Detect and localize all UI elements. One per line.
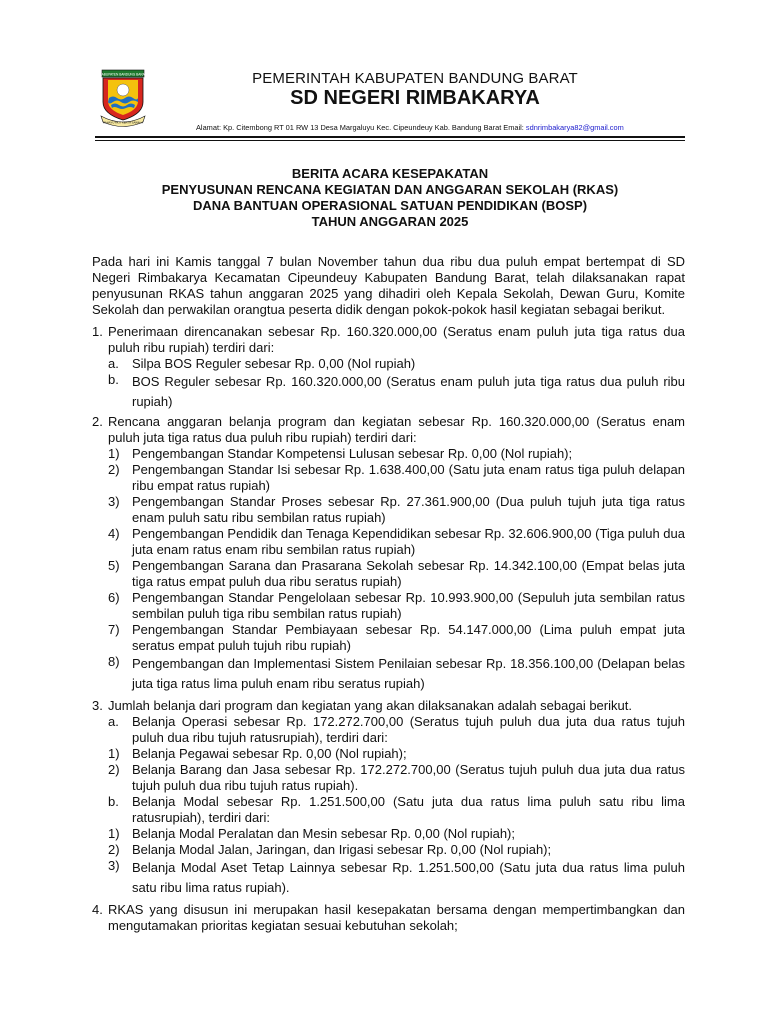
document-title [92,166,688,230]
sub-list-item [92,654,685,694]
list-item-4 [92,902,685,934]
sub-item-number: 1) [108,746,120,761]
item-text: RKAS yang disusun ini merupakan hasil kesepakatan bersama dengan mempertimbangkan dan mengutamakan prioritas kegiatan sesuai kebutuhan sekolah; [108,902,685,933]
sub-item-text: Pengembangan Standar Proses sebesar Rp. 27.361.900,00 (Dua puluh tujuh juta tiga ratus enam puluh satu ribu sembilan ratus rupiah) [132,494,685,525]
sub-list-item [92,762,685,794]
header-rule-thin [95,140,685,141]
list-item [92,324,685,356]
item-letter: b. [108,372,119,387]
school-name: SD NEGERI RIMBAKARYA [290,87,540,109]
list-item-3 [92,698,685,898]
item-number: 2. [92,414,103,429]
sub-list-item [92,858,685,898]
item-text: Rencana anggaran belanja program dan kegiatan sebesar Rp. 160.320.000,00 (Seratus enam puluh juta tiga ratus dua puluh ribu rupiah) terdiri dari: [108,414,685,445]
sub-item-text: Belanja Barang dan Jasa sebesar Rp. 172.272.700,00 (Seratus tujuh puluh dua juta dua ratus tujuh puluh dua ribu tujuh ratus rupiah). [132,762,685,793]
sub-list-item [92,446,685,462]
sub-item-text: Pengembangan dan Implementasi Sistem Penilaian sebesar Rp. 18.356.100,00 (Delapan belas juta tiga ratus lima puluh enam ribu seratus rupiah) [132,656,685,691]
sub-item-text: Belanja Modal Aset Tetap Lainnya sebesar Rp. 1.251.500,00 (Satu juta dua ratus lima puluh satu ribu lima ratus rupiah). [132,860,685,895]
school-address [196,123,716,132]
kabupaten-bandung-barat-logo [99,68,147,128]
item-text: Belanja Modal sebesar Rp. 1.251.500,00 (Satu juta dua ratus lima puluh satu ribu lima ratusrupiah), terdiri dari: [132,794,685,825]
sub-list-item [92,622,685,654]
sub-item-text: Belanja Pegawai sebesar Rp. 0,00 (Nol rupiah); [132,746,407,761]
sub-item-number: 2) [108,762,120,777]
sub-list-item [92,462,685,494]
sub-item-text: Pengembangan Standar Isi sebesar Rp. 1.638.400,00 (Satu juta enam ratus tiga puluh delapan ribu empat ratus rupiah) [132,462,685,493]
item3a-sublist [92,746,685,794]
sub-list-item [92,558,685,590]
sub-item-text: Belanja Modal Peralatan dan Mesin sebesar Rp. 0,00 (Nol rupiah); [132,826,515,841]
header-rule-thick [95,136,685,138]
item-text: BOS Reguler sebesar Rp. 160.320.000,00 (Seratus enam puluh juta tiga ratus dua puluh ribu rupiah) [132,374,685,409]
sub-item-text: Pengembangan Standar Kompetensi Lulusan sebesar Rp. 0,00 (Nol rupiah); [132,446,573,461]
list-item [92,356,685,372]
item-number: 1. [92,324,103,339]
sub-list-item [92,494,685,526]
item-number: 3. [92,698,103,713]
sub-item-number: 3) [108,494,120,509]
item-text: Jumlah belanja dari program dan kegiatan yang akan dilaksanakan adalah sebagai berikut. [108,698,632,713]
item2-sublist [92,446,685,694]
item-text: Belanja Operasi sebesar Rp. 172.272.700,00 (Seratus tujuh puluh dua juta dua ratus tujuh puluh dua ribu tujuh ratusrupiah), terdiri dari: [132,714,685,745]
sub-item-number: 2) [108,462,120,477]
sub-list-item [92,590,685,622]
item-text: Penerimaan direncanakan sebesar Rp. 160.320.000,00 (Seratus enam puluh juta tiga ratus dua puluh ribu rupiah) terdiri dari: [108,324,685,355]
email-link[interactable]: sdnrimbakarya82@gmail.com [525,123,624,132]
title-line-3: DANA BANTUAN OPERASIONAL SATUAN PENDIDIKAN (BOSP) [192,198,588,213]
sub-list-item [92,746,685,762]
item-letter: a. [108,714,119,729]
item-text: Silpa BOS Reguler sebesar Rp. 0,00 (Nol rupiah) [132,356,416,371]
item3b-sublist [92,826,685,898]
item-letter: a. [108,356,119,371]
sub-item-text: Pengembangan Sarana dan Prasarana Sekolah sebesar Rp. 14.342.100,00 (Empat belas juta tiga ratus empat puluh dua ribu seratus rupiah) [132,558,685,589]
logo-top-text: KABUPATEN BANDUNG BARAT [99,72,147,77]
sub-item-number: 6) [108,590,120,605]
government-name: PEMERINTAH KABUPATEN BANDUNG BARAT [252,70,578,87]
sub-item-number: 3) [108,858,120,873]
sub-list-item [92,826,685,842]
list-item [92,794,685,826]
sub-item-number: 8) [108,654,120,669]
sub-item-number: 1) [108,826,120,841]
list-item-1 [92,324,685,412]
list-item-2 [92,414,685,694]
list-item [92,902,685,934]
item-number: 4. [92,902,103,917]
sub-item-number: 7) [108,622,120,637]
item-letter: b. [108,794,119,809]
sub-item-text: Pengembangan Standar Pembiayaan sebesar Rp. 54.147.000,00 (Lima puluh empat juta seratus empat puluh tujuh ribu rupiah) [132,622,685,653]
sub-item-number: 2) [108,842,120,857]
sub-list-item [92,842,685,858]
sub-item-number: 5) [108,558,120,573]
list-item [92,714,685,746]
list-item [92,698,685,714]
title-line-2: PENYUSUNAN RENCANA KEGIATAN DAN ANGGARAN SEKOLAH (RKAS) [161,182,619,197]
title-line-4: TAHUN ANGGARAN 2025 [311,214,469,229]
sub-item-text: Pengembangan Pendidik dan Tenaga Kependidikan sebesar Rp. 32.606.900,00 (Tiga puluh dua juta enam ratus enam ribu sembilan ratus rupiah) [132,526,685,557]
address-text: Alamat: Kp. Citembong RT 01 RW 13 Desa Margaluyu Kec. Cipeundeuy Kab. Bandung Barat Email: [196,123,524,132]
title-line-1: BERITA ACARA KESEPAKATAN [291,166,489,181]
intro-paragraph: Pada hari ini Kamis tanggal 7 bulan November tahun dua ribu dua puluh empat bertempat di SD Negeri Rimbakarya Kecamatan Cipeundeuy Kabupaten Bandung Barat, telah dilaksanakan rapat penyusunan RKAS tahun anggaran 2025 yang dihadiri oleh Kepala Sekolah, Dewan Guru, Komite Sekolah dan perwakilan orangtua peserta didik dengan pokok-pokok hasil kegiatan sebagai berikut. [92,254,685,317]
list-item [92,414,685,446]
sub-item-text: Pengembangan Standar Pengelolaan sebesar Rp. 10.993.900,00 (Sepuluh juta sembilan ratus sembilan puluh tiga ribu sembilan ratus rupiah) [132,590,685,621]
sub-item-number: 4) [108,526,120,541]
sub-list-item [92,526,685,558]
logo-bottom-text: RAHAYU AKTI KERTA SAWALA [102,120,144,125]
sub-item-number: 1) [108,446,120,461]
sub-item-text: Belanja Modal Jalan, Jaringan, dan Irigasi sebesar Rp. 0,00 (Nol rupiah); [132,842,552,857]
list-item [92,372,685,412]
